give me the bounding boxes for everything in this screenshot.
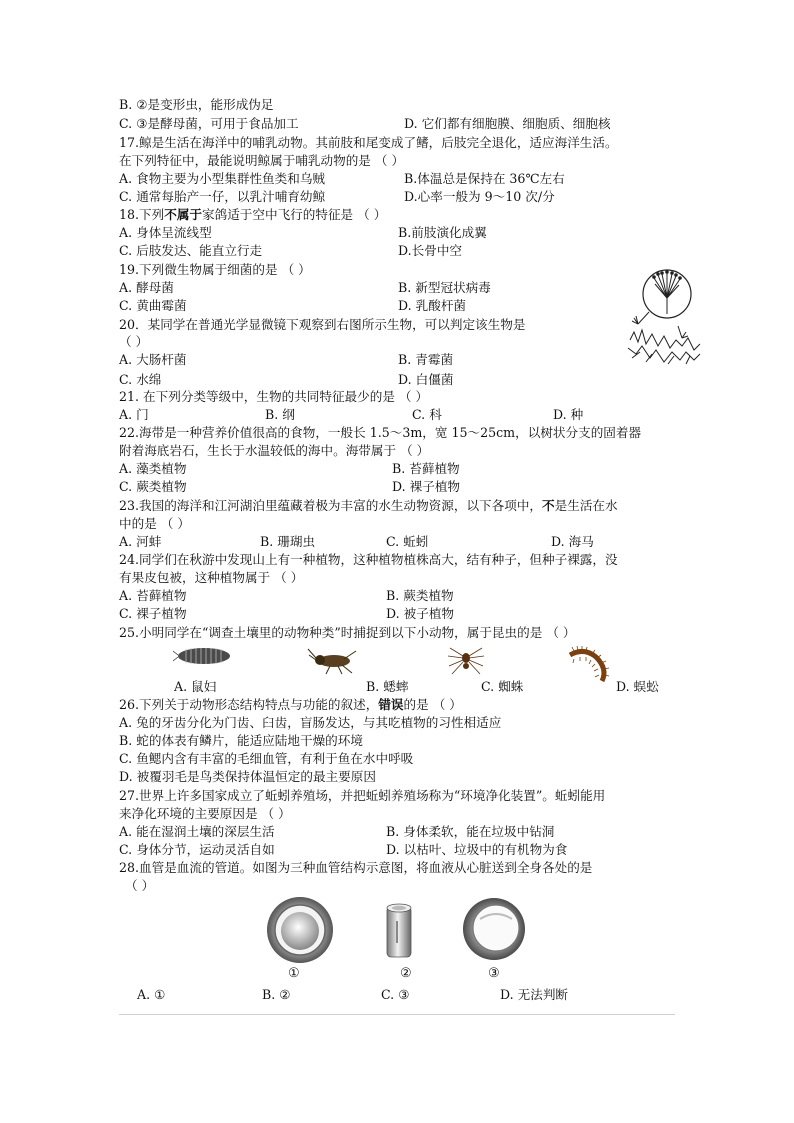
q27-stem-line2: 来净化环境的主要原因是 （ ） xyxy=(119,806,291,821)
q20-option-d: D. 白僵菌 xyxy=(398,372,454,387)
mold-organism-figure xyxy=(624,266,704,368)
q23-stem-line1 xyxy=(119,497,618,514)
q24-stem-line2: 有果皮包被，这种植物属于 （ ） xyxy=(119,570,304,585)
q26-option-d: D. 被覆羽毛是鸟类保持体温恒定的最主要原因 xyxy=(119,769,376,784)
q27-option-a: A. 能在湿润土壤的深层生活 xyxy=(119,824,275,839)
q28-stem-line2: （ ） xyxy=(125,878,155,893)
q26-option-c: C. 鱼鳃内含有丰富的毛细血管，有利于鱼在水中呼吸 xyxy=(119,751,414,766)
q24-option-b: B. 蕨类植物 xyxy=(386,588,454,603)
q18-stem-pre: 18.下列 xyxy=(119,207,165,222)
q18-stem-emphasis: 不属于 xyxy=(164,207,202,222)
q17-option-a: A. 食物主要为小型集群性鱼类和乌贼 xyxy=(119,171,326,186)
q19-option-b: B. 新型冠状病毒 xyxy=(398,280,491,295)
cricket-image xyxy=(308,647,358,675)
q16-option-c: C. ③是酵母菌，可用于食品加工 xyxy=(119,116,299,131)
q18-option-a: A. 身体呈流线型 xyxy=(119,225,212,240)
q25-option-d: D. 蜈蚣 xyxy=(616,679,659,694)
q21-stem: 21. 在下列分类等级中，生物的共同特征最少的是 （ ） xyxy=(119,389,429,404)
q18-option-c: C. 后肢发达、能直立行走 xyxy=(119,243,263,258)
q26-stem-pre: 26.下列关于动物形态结构特点与功能的叙述， xyxy=(119,697,379,712)
page-divider xyxy=(119,1014,675,1015)
q24-option-d: D. 被子植物 xyxy=(386,606,455,621)
q28-option-d: D. 无法判断 xyxy=(500,987,569,1002)
centipede-image xyxy=(566,647,610,685)
q22-option-b: B. 苔藓植物 xyxy=(392,461,460,476)
q20-option-a: A. 大肠杆菌 xyxy=(119,352,187,367)
q23-option-c: C. 蚯蚓 xyxy=(386,534,429,549)
q26-stem xyxy=(119,696,462,713)
q21-option-b: B. 纲 xyxy=(265,407,295,422)
q16-option-d: D. 它们都有细胞膜、细胞质、细胞核 xyxy=(404,116,611,131)
q21-option-d: D. 种 xyxy=(553,407,584,422)
q17-stem-line2: 在下列特征中，最能说明鲸属于哺乳动物的是 （ ） xyxy=(119,153,405,168)
q16-option-b: B. ②是变形虫，能形成伪足 xyxy=(119,97,274,112)
q17-option-c: C. 通常每胎产一仔，以乳汁哺育幼鲸 xyxy=(119,189,326,204)
vessel-3-image xyxy=(462,897,526,961)
q26-stem-post: 的是 （ ） xyxy=(403,697,462,712)
q22-option-a: A. 藻类植物 xyxy=(119,461,187,476)
q28-stem-line1: 28.血管是血流的管道。如图为三种血管结构示意图，将血液从心脏送到全身各处的是 xyxy=(119,860,593,875)
q20-stem-line1: 20．某同学在普通光学显微镜下观察到右图所示生物，可以判定该生物是 xyxy=(119,317,526,332)
q23-stem-post: 是生活在水 xyxy=(554,498,618,513)
q27-stem-line1: 27.世界上许多国家成立了蚯蚓养殖场，并把蚯蚓养殖场称为“环境净化装置”。蚯蚓能用 xyxy=(119,788,606,803)
q23-stem-pre: 23.我国的海洋和江河湖泊里蕴藏着极为丰富的水生动物资源，以下各项中， xyxy=(119,498,543,513)
q21-option-a: A. 门 xyxy=(119,407,149,422)
q24-stem-line1: 24.同学们在秋游中发现山上有一种植物，这种植物植株高大，结有种子，但种子裸露，没 xyxy=(119,552,618,567)
q27-option-d: D. 以枯叶、垃圾中的有机物为食 xyxy=(386,842,568,857)
q25-option-a: A. 鼠妇 xyxy=(174,679,217,694)
q17-option-d: D.心率一般为 9～10 次/分 xyxy=(404,189,555,204)
q26-option-a: A. 兔的牙齿分化为门齿、臼齿，盲肠发达，与其吃植物的习性相适应 xyxy=(119,715,502,730)
q18-option-b: B.前肢演化成翼 xyxy=(398,225,487,240)
q22-stem-line2: 附着海底岩石，生长于水温较低的海中。海带属于 （ ） xyxy=(119,443,430,458)
q20-stem-line2: （ ） xyxy=(119,334,149,349)
spider-image xyxy=(446,644,486,678)
q17-stem-line1: 17.鲸是生活在海洋中的哺乳动物。其前肢和尾变成了鳍，后肢完全退化，适应海洋生活。 xyxy=(119,135,618,150)
q20-option-c: C. 水绵 xyxy=(119,372,162,387)
vessel-2-label: ② xyxy=(400,966,412,981)
q26-stem-emphasis: 错误 xyxy=(378,697,404,712)
q25-option-c: C. 蜘蛛 xyxy=(481,679,524,694)
q19-option-c: C. 黄曲霉菌 xyxy=(119,298,187,313)
q18-stem-post: 家鸽适于空中飞行的特征是 （ ） xyxy=(202,207,387,222)
q27-option-b: B. 身体柔软，能在垃圾中钻洞 xyxy=(386,824,555,839)
vessel-1-label: ① xyxy=(288,966,300,981)
q23-stem-emphasis: 不 xyxy=(542,498,555,513)
q25-stem: 25.小明同学在“调查土壤里的动物种类”时捕捉到以下小动物，属于昆虫的是 （ ） xyxy=(119,625,576,640)
q26-option-b: B. 蛇的体表有鳞片，能适应陆地干燥的环境 xyxy=(119,733,363,748)
q20-option-b: B. 青霉菌 xyxy=(398,352,454,367)
vessel-2-image xyxy=(385,903,413,961)
q27-option-c: C. 身体分节，运动灵活自如 xyxy=(119,842,275,857)
q21-option-c: C. 科 xyxy=(412,407,442,422)
q24-option-c: C. 裸子植物 xyxy=(119,606,187,621)
q25-option-b: B. 蟋蟀 xyxy=(366,679,409,694)
q28-option-a: A. ① xyxy=(137,987,166,1002)
vessel-3-label: ③ xyxy=(488,966,500,981)
q17-option-b: B.体温总是保持在 36℃左右 xyxy=(404,171,565,186)
q22-option-d: D. 裸子植物 xyxy=(392,479,461,494)
q24-option-a: A. 苔藓植物 xyxy=(119,588,187,603)
q28-option-c: C. ③ xyxy=(381,987,410,1002)
q23-stem-line2: 中的是 （ ） xyxy=(119,516,190,531)
q22-option-c: C. 蕨类植物 xyxy=(119,479,187,494)
q19-option-a: A. 酵母菌 xyxy=(119,280,174,295)
q19-option-d: D. 乳酸杆菌 xyxy=(398,298,467,313)
woodlouse-image xyxy=(176,645,232,667)
q23-option-d: D. 海马 xyxy=(551,534,594,549)
q23-option-a: A. 河蚌 xyxy=(119,534,162,549)
q22-stem-line1: 22.海带是一种营养价值很高的食物，一般长 1.5～3m，宽 15～25cm，以树状分支的固着器 xyxy=(119,425,642,440)
q18-stem xyxy=(119,206,386,223)
q23-option-b: B. 珊瑚虫 xyxy=(260,534,316,549)
q18-option-d: D.长骨中空 xyxy=(398,243,463,258)
q19-stem: 19.下列微生物属于细菌的是 （ ） xyxy=(119,262,311,277)
vessel-1-image xyxy=(266,896,334,964)
q28-option-b: B. ② xyxy=(262,987,291,1002)
